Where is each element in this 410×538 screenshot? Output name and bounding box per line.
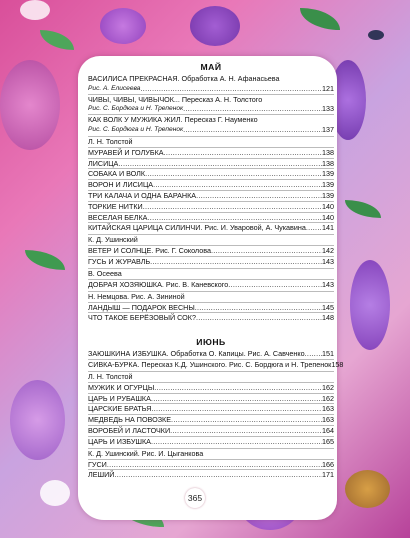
entry-page: 151	[322, 349, 334, 359]
entry-title: ВАСИЛИСА ПРЕКРАСНАЯ. Обработка А. Н. Афанасьева	[88, 74, 280, 83]
list-item	[88, 359, 344, 370]
entry-title: Рис. С. Бордюга и Н. Трепенок	[88, 105, 184, 113]
entry-page: 171	[322, 470, 334, 480]
leader-dots	[164, 148, 322, 158]
author-line	[88, 371, 334, 382]
leader-dots	[306, 223, 322, 233]
entry-page: 145	[322, 302, 334, 312]
list-item	[88, 382, 334, 393]
author-line	[88, 234, 334, 245]
leader-dots	[305, 349, 322, 359]
entry-page: 164	[322, 425, 334, 435]
leader-dots	[145, 169, 322, 179]
list-item	[88, 147, 334, 158]
list-item	[88, 302, 334, 313]
entry-title: ЛЕШИЙ	[88, 470, 115, 480]
entry-title: ВЕТЕР И СОЛНЦЕ. Рис. Г. Соколова	[88, 246, 211, 256]
entry-title: ЦАРСКИЕ БРАТЬЯ	[88, 404, 152, 414]
entry-page: 137	[322, 124, 334, 134]
lilac-flower-icon	[100, 8, 146, 44]
entry-list	[88, 349, 344, 480]
section-title: ИЮНЬ	[196, 337, 226, 348]
author-line	[88, 136, 334, 147]
list-item	[88, 349, 334, 359]
entry-page: 143	[322, 256, 334, 266]
entry-title: МУЖИК И ОГУРЦЫ	[88, 382, 155, 392]
leader-dots	[211, 246, 322, 256]
bell-flower-icon	[40, 480, 70, 506]
leader-dots	[154, 383, 322, 393]
leader-dots	[196, 313, 322, 323]
leaf-icon	[25, 250, 65, 270]
entry-title: Л. Н. Толстой	[88, 136, 133, 146]
author-line	[88, 268, 334, 279]
list-item	[88, 168, 334, 179]
leader-dots	[114, 470, 322, 480]
lilac-flower-icon	[350, 260, 390, 350]
list-item	[88, 74, 334, 84]
entry-page: 138	[322, 158, 334, 168]
entry-title: ЛАНДЫШ — ПОДАРОК ВЕСНЫ	[88, 302, 195, 312]
entry-title: Л. Н. Толстой	[88, 371, 133, 381]
leader-dots	[107, 460, 322, 470]
bird-icon	[368, 30, 384, 40]
list-item	[88, 256, 334, 267]
leader-dots	[196, 191, 322, 201]
list-item	[88, 469, 334, 480]
entry-title: Рис. А. Елисеева	[88, 84, 141, 92]
entry-page: 148	[322, 313, 334, 323]
entry-title: ЧИВЫ, ЧИВЫ, ЧИВЫЧОК... Пересказ А. Н. Толстого	[88, 94, 263, 104]
entry-title: ТОРКИЕ НИТКИ	[88, 201, 143, 211]
entry-title: ЗАЮШКИНА ИЗБУШКА. Обработка О. Капицы. Рис. А. Савченко	[88, 349, 305, 359]
entry-title: СОБАКА И ВОЛК	[88, 169, 146, 179]
leader-dots	[183, 104, 322, 114]
entry-page: 158	[331, 359, 344, 369]
leader-dots	[195, 303, 322, 313]
entry-title: ГУСЬ И ЖУРАВЛЬ	[88, 256, 151, 266]
list-item	[88, 158, 334, 169]
entry-page: 162	[322, 382, 334, 392]
entry-page: 121	[322, 83, 334, 93]
list-item	[88, 125, 334, 135]
entry-title: ГУСИ	[88, 459, 107, 469]
leader-dots	[150, 257, 322, 267]
list-item	[88, 393, 334, 404]
entry-page: 139	[322, 180, 334, 190]
entry-page: 140	[322, 212, 334, 222]
entry-title: МУРАВЕЙ И ГОЛУБКА	[88, 147, 164, 157]
entry-title: ЦАРЬ И РУБАШКА	[88, 393, 151, 403]
leader-dots	[151, 437, 322, 447]
list-item	[88, 201, 334, 212]
leaf-icon	[300, 8, 340, 30]
lilac-flower-icon	[190, 6, 240, 46]
entry-title: ТРИ КАЛАЧА И ОДНА БАРАНКА	[88, 190, 197, 200]
author-line	[88, 448, 334, 459]
entry-title: МЕДВЕДЬ НА ПОВОЗКЕ	[88, 415, 172, 425]
list-item	[88, 414, 334, 425]
author-line	[88, 291, 334, 302]
entry-title: ВОРОН И ЛИСИЦА	[88, 180, 154, 190]
list-item	[88, 222, 334, 233]
page-number: 365	[185, 488, 205, 508]
entry-title: СИВКА-БУРКА. Пересказ К.Д. Ушинского. Рис. С. Бордюга и Н. Трепенок	[88, 359, 332, 369]
list-item	[88, 190, 334, 201]
entry-page: 140	[322, 201, 334, 211]
entry-title: КАК ВОЛК У МУЖИКА ЖИЛ. Пересказ Г. Науменко	[88, 115, 258, 125]
entry-page: 133	[322, 104, 334, 114]
list-item	[88, 312, 334, 323]
list-item	[88, 436, 334, 447]
leader-dots	[170, 426, 322, 436]
list-item	[88, 425, 334, 436]
lilac-flower-icon	[10, 380, 65, 460]
entry-title: К. Д. Ушинский	[88, 235, 138, 245]
list-item	[88, 459, 334, 470]
leader-dots	[140, 84, 322, 94]
entry-title: ЛИСИЦА	[88, 158, 119, 168]
entry-page: 165	[322, 436, 334, 446]
list-item	[88, 114, 334, 125]
list-item	[88, 84, 334, 94]
entry-page: 163	[322, 404, 334, 414]
entry-page: 138	[322, 147, 334, 157]
leader-dots	[228, 280, 322, 290]
entry-title: ВЕСЕЛАЯ БЕЛКА	[88, 212, 148, 222]
entry-title: ЧТО ТАКОЕ БЕРЁЗОВЫЙ СОК?	[88, 313, 196, 323]
entry-title: ДОБРАЯ ХОЗЯЮШКА. Рис. В. Каневского	[88, 279, 229, 289]
entry-title: Н. Немцова. Рис. А. Зининой	[88, 291, 185, 301]
entry-title: ЦАРЬ И ИЗБУШКА	[88, 436, 151, 446]
entry-page: 142	[322, 246, 334, 256]
entry-page: 143	[322, 279, 334, 289]
leaf-icon	[40, 30, 74, 50]
section-title: МАЙ	[200, 62, 222, 72]
leader-dots	[153, 180, 322, 190]
section-may	[88, 60, 334, 323]
entry-page: 162	[322, 393, 334, 403]
leader-dots	[151, 404, 322, 414]
leader-dots	[171, 415, 322, 425]
entry-title: К. Д. Ушинский. Рис. И. Цыганкова	[88, 448, 204, 458]
entry-page: 166	[322, 459, 334, 469]
entry-title: ВОРОБЕЙ И ЛАСТОЧКИ	[88, 425, 171, 435]
entry-title: В. Осеева	[88, 268, 122, 278]
leader-dots	[143, 202, 322, 212]
entry-page: 139	[322, 169, 334, 179]
list-item	[88, 403, 334, 414]
leader-dots	[118, 159, 322, 169]
table-of-contents	[88, 60, 344, 480]
entry-list	[88, 74, 334, 323]
list-item	[88, 179, 334, 190]
list-item	[88, 104, 334, 114]
list-item	[88, 94, 334, 105]
leader-dots	[147, 213, 322, 223]
list-item	[88, 279, 334, 290]
hedgehog-icon	[345, 470, 390, 508]
bell-flower-icon	[20, 0, 50, 20]
section-june	[88, 335, 344, 480]
leaf-icon	[345, 200, 381, 218]
entry-title: КИТАЙСКАЯ ЦАРИЦА СИЛИНЧИ. Рис. И. Уваровой, А. Чукавина	[88, 223, 306, 233]
entry-page: 163	[322, 415, 334, 425]
leader-dots	[183, 125, 322, 135]
list-item	[88, 245, 334, 256]
entry-page: 141	[322, 223, 334, 233]
list-item	[88, 212, 334, 223]
leader-dots	[151, 394, 322, 404]
entry-page: 139	[322, 190, 334, 200]
lilac-flower-icon	[0, 60, 60, 150]
entry-title: Рис. С. Бордюга и Н. Трепенок	[88, 125, 184, 133]
